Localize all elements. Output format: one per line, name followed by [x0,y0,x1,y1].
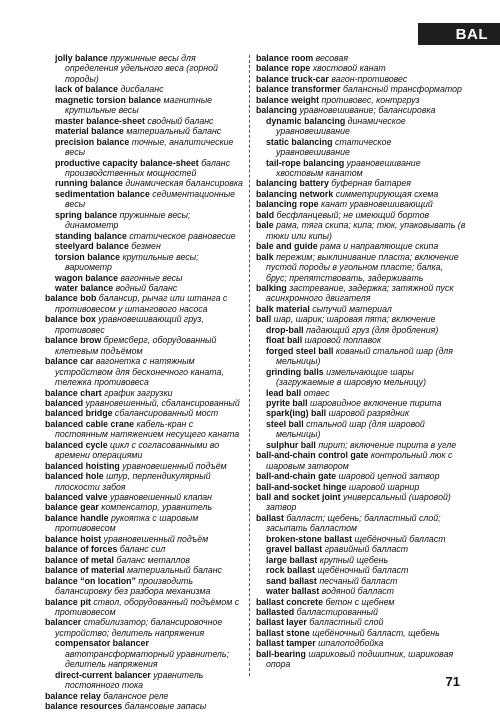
dictionary-entry [256,189,466,199]
dictionary-entry [256,53,466,63]
dictionary-subentry [256,576,466,586]
entry-term: balanced hole [45,471,104,482]
entry-term: bale [256,220,274,231]
entry-translation: динамическое уравновешивание [276,115,406,137]
entry-term: forged steel ball [266,345,334,356]
entry-term: ballast stone [256,627,310,638]
dictionary-entry [45,701,244,711]
entry-term: balancer [45,617,82,628]
entry-term: steelyard balance [55,241,129,252]
dictionary-subentry [256,586,466,596]
entry-translation: кованый стальной шар (для мельницы) [276,345,453,367]
dictionary-subentry [45,638,244,669]
entry-translation: динамическая балансировка [125,178,243,189]
entry-term: balance room [256,53,314,63]
entry-term: jolly balance [55,53,108,63]
entry-translation: материальный баланс [126,126,222,137]
dictionary-subentry [256,325,466,335]
dictionary-subentry [256,565,466,575]
entry-term: balance bob [45,293,97,304]
dictionary-entry [45,335,244,356]
dictionary-entry [45,597,244,618]
dictionary-subentry [45,137,244,158]
entry-term: balance truck-car [256,73,329,84]
section-header-tab [418,23,500,45]
entry-translation: уравновешенный подъём [122,460,227,471]
entry-term: ball [256,314,272,325]
entry-term: spark(ing) ball [266,408,327,419]
entry-term: standing balance [55,230,127,241]
dictionary-entry [256,597,466,607]
entry-term: bald [256,209,275,220]
entry-translation: щебёночный балласт [354,533,446,544]
entry-term: water ballast [266,586,320,597]
entry-term: balanced [45,397,84,408]
entry-term: sedimentation balance [55,188,150,199]
dictionary-subentry [256,440,466,450]
entry-translation: статическое равновесие [129,230,236,241]
entry-term: balance weight [256,94,320,105]
entry-term: balance of forces [45,544,118,555]
dictionary-subentry [256,137,466,158]
dictionary-entry [256,241,466,251]
entry-translation: балластированный [296,607,378,618]
entry-translation: шариковый подшипник, шариковая опора [266,648,454,670]
entry-term: gravel ballast [266,544,323,555]
entry-translation: сбалансированный мост [114,408,219,419]
entry-translation: застревание, задержка; затяжной пуск асинхронного двигателя [266,282,454,304]
dictionary-entry [45,502,244,512]
entry-translation: материальный баланс [127,565,222,576]
entry-translation: цикл с согласованными во времени операциями [55,439,220,461]
dictionary-subentry [45,231,244,241]
dictionary-entry [45,408,244,418]
dictionary-entry [45,398,244,408]
entry-term: torsion balance [55,251,121,262]
entry-term: ball-and-chain gate [256,471,337,482]
entry-term: large ballast [266,554,318,565]
entry-term: ball and socket joint [256,492,341,503]
page-number: 71 [445,674,460,689]
dictionary-entry [45,356,244,387]
left-column [45,53,244,712]
entry-translation: водяной балласт [321,586,394,597]
entry-translation: уравновешенный подъём [103,533,209,544]
dictionary-entry [256,283,466,304]
dictionary-subentry [45,273,244,283]
dictionary-entry [45,440,244,461]
entry-translation: гравийный балласт [324,544,409,555]
dictionary-subentry [256,346,466,367]
entry-translation: симметрирующая схема [335,188,439,199]
entry-term: drop-ball [266,324,304,335]
entry-term: ball-and-socket hinge [256,481,347,492]
entry-translation: контрольный люк с шаровым затвором [266,450,453,471]
entry-translation: статическое уравновешивание [276,136,392,158]
entry-term: balanced bridge [45,408,113,419]
entry-translation: балластный слой [309,617,384,628]
entry-translation: шаровой поплавок [304,335,382,346]
entry-translation: шаровой цепной затвор [338,471,440,482]
entry-translation: универсальный (шаровой) затвор [266,492,451,513]
right-column [256,53,466,670]
entry-term: precision balance [55,136,130,147]
dictionary-subentry [256,398,466,408]
entry-translation: баланс металлов [116,554,190,565]
entry-translation: шаровой шарнир [348,481,420,492]
dictionary-entry [256,638,466,648]
dictionary-entry [45,492,244,502]
entry-translation: пережим; выклинивание пласта; включение пустой породы в угольном пласте; балка, брус; препятствовать, задерживать [266,251,459,283]
entry-term: lack of balance [55,84,119,95]
entry-translation: сводный баланс [147,115,214,126]
dictionary-entry [256,607,466,617]
entry-translation: уравновешивание хвостовым канатом [276,157,421,178]
entry-translation: хвостовой канат [312,63,386,74]
entry-translation: падающий груз (для дробления) [306,324,439,335]
dictionary-subentry [256,335,466,345]
entry-translation: ствол, оборудованный подъёмом с противовесом [55,596,240,618]
dictionary-subentry [45,210,244,231]
entry-term: balanced hoisting [45,460,120,471]
entry-term: balking [256,282,287,293]
entry-term: master balance-sheet [55,115,145,126]
entry-translation: бремсберг, оборудованный клетевым подъёмом [55,335,217,356]
dictionary-subentry [256,116,466,137]
entry-translation: баланс сил [119,544,166,555]
entry-translation: пружинные весы для определения удельного веса (горной породы) [65,53,218,84]
entry-term: ballast tamper [256,638,316,649]
dictionary-subentry [256,158,466,179]
entry-translation: балансный трансформатор [343,84,462,95]
entry-translation: песчаный балласт [319,575,398,586]
dictionary-subentry [45,84,244,94]
dictionary-subentry [45,241,244,251]
dictionary-entry [256,513,466,534]
entry-term: balance brow [45,335,102,346]
entry-translation: канат уравновешивающий [321,199,433,210]
dictionary-subentry [45,252,244,273]
dictionary-entry [256,450,466,471]
dictionary-entry [256,63,466,73]
column-divider [249,55,250,676]
entry-term: balance handle [45,512,109,523]
entry-term: balancing rope [256,199,319,210]
dictionary-entry [45,461,244,471]
dictionary-entry [256,304,466,314]
entry-term: lead ball [266,387,302,398]
entry-translation: шар, шарик; шаровая пята; включение [273,314,436,325]
entry-term: balk material [256,303,310,314]
dictionary-entry [256,314,466,324]
entry-translation: балансное реле [103,690,169,701]
entry-term: grinding balls [266,366,324,377]
dictionary-entry [256,84,466,94]
entry-translation: шпалоподбойка [318,638,384,649]
dictionary-subentry [256,408,466,418]
dictionary-subentry [45,95,244,116]
entry-translation: вагонетка с натяжным устройством для бесконечного каната, тележка противовеса [55,356,224,388]
entry-translation: пирит; включение пирита в угле [318,439,457,450]
dictionary-entry [256,74,466,84]
entry-term: balance transformer [256,84,341,95]
entry-term: material balance [55,126,124,137]
entry-term: productive capacity balance-sheet [55,157,199,168]
dictionary-entry [256,649,466,670]
dictionary-entry [45,576,244,597]
dictionary-subentry [45,283,244,293]
entry-translation: балансир, рычаг или штанга с противовесом у штангового насоса [55,293,228,314]
entry-term: balanced cycle [45,439,108,450]
entry-translation: буферная батарея [331,178,412,189]
entry-translation: уравновешивание; балансировка [299,105,436,116]
entry-term: balance hoist [45,533,102,544]
dictionary-entry [45,544,244,554]
dictionary-entry [45,534,244,544]
entry-term: direct-current balancer [55,669,151,680]
entry-term: sand ballast [266,575,317,586]
entry-term: bale and guide [256,241,318,252]
entry-translation: бесфланцевый; не имеющий бортов [276,209,430,220]
dictionary-entry [45,617,244,638]
entry-term: static balancing [266,136,333,147]
entry-term: ball-bearing [256,648,306,659]
entry-term: balance relay [45,690,101,701]
entry-term: float ball [266,335,303,346]
entry-term: balance car [45,356,94,367]
entry-term: ballast [256,512,284,523]
entry-translation: балласт; щебень; балластный слой; засыпать балластом [266,512,441,534]
dictionary-entry [256,95,466,105]
dictionary-entry [256,492,466,513]
entry-translation: измельчающие шары (загружаемые в шаровую мельницу) [276,366,427,388]
entry-term: balance chart [45,387,102,398]
entry-term: ball-and-chain control gate [256,450,369,461]
entry-translation: производить балансировку без разбора механизма [55,575,211,597]
dictionary-entry [256,482,466,492]
section-header-letters: BAL [455,25,488,43]
entry-translation: компенсатор, уравнитель [101,502,213,513]
entry-term: broken-stone ballast [266,533,353,544]
entry-translation: точные, аналитические весы [65,136,234,158]
entry-term: balance of metal [45,554,114,565]
entry-term: balance pit [45,596,91,607]
entry-translation: щебёночный балласт [317,565,409,576]
dictionary-entry [256,628,466,638]
entry-translation: седиментационные весы [65,188,235,210]
dictionary-entry [256,178,466,188]
entry-term: sulphur ball [266,439,316,450]
dictionary-entry [256,617,466,627]
entry-translation: кабель-кран с постоянным натяжением несущего каната [55,418,240,440]
entry-term: spring balance [55,209,118,220]
dictionary-subentry [45,670,244,691]
dictionary-subentry [256,544,466,554]
entry-term: balance box [45,314,96,325]
entry-translation: бетон с щебнем [325,596,395,607]
entry-translation: балансовые запасы [124,701,207,712]
entry-translation: рама и направляющие скипа [320,241,439,252]
entry-term: ballast layer [256,617,307,628]
dictionary-entry [45,691,244,701]
dictionary-entry [45,293,244,314]
entry-translation: уравновешивающий груз, противовес [55,314,204,335]
dictionary-subentry [256,367,466,388]
entry-term: balance of material [45,565,125,576]
entry-translation: весовая [315,53,349,63]
entry-translation: шаровой разрядник [328,408,410,419]
entry-term: balance resources [45,701,123,712]
entry-translation: дисбаланс [120,84,164,95]
dictionary-entry [45,513,244,534]
dictionary-entry [256,471,466,481]
dictionary-entry [256,252,466,283]
entry-translation: вагонные весы [120,272,183,283]
entry-translation: сыпучий материал [312,303,392,314]
dictionary-entry [256,220,466,241]
entry-term: tail-rope balancing [266,157,345,168]
dictionary-subentry [256,534,466,544]
entry-translation: рукоятка с шаровым противовесом [55,512,199,534]
dictionary-subentry [45,53,244,84]
dictionary-entry [45,314,244,335]
entry-term: balance gear [45,502,99,513]
entry-term: balance “on location” [45,575,136,586]
entry-term: balance rope [256,63,311,74]
dictionary-subentry [45,126,244,136]
dictionary-entry [256,199,466,209]
entry-translation: водный баланс [115,282,178,293]
entry-term: running balance [55,178,123,189]
entry-term: dynamic balancing [266,115,346,126]
entry-translation: стальной шар (для шаровой мельницы) [276,418,425,440]
entry-term: balancing [256,105,298,116]
entry-translation: крупный щебень [319,554,389,565]
entry-translation: автотрансформаторный уравнитель; делитель напряжения [65,648,229,670]
entry-term: water balance [55,282,114,293]
entry-term: balanced cable crane [45,418,134,429]
entry-term: ballasted [256,607,295,618]
entry-term: pyrite ball [266,397,308,408]
entry-translation: стабилизатор; балансировочное устройство; делитель напряжения [55,617,223,638]
entry-translation: уравновешенный, сбалансированный [85,397,240,408]
entry-term: balk [256,251,274,262]
dictionary-subentry [45,189,244,210]
dictionary-subentry [45,178,244,188]
entry-translation: щебёночный балласт, щебень [312,627,440,638]
entry-term: balancing battery [256,178,329,189]
entry-translation: крутильные весы; вариометр [65,251,199,273]
entry-term: wagon balance [55,272,119,283]
dictionary-subentry [45,116,244,126]
entry-translation: рама, тяга скипа; кипа; тюк, упаковывать (в тюки или кипы) [266,220,466,241]
dictionary-entry [45,419,244,440]
entry-translation: вагон-противовес [331,73,408,84]
entry-translation: безмен [131,241,161,252]
entry-translation: отвес [303,387,330,398]
entry-translation: шаровидное включение пирита [310,397,442,408]
entry-term: steel ball [266,418,304,429]
dictionary-entry [256,105,466,115]
dictionary-entry [45,388,244,398]
dictionary-subentry [256,388,466,398]
dictionary-subentry [45,158,244,179]
entry-translation: пружинные весы; динамометр [65,209,191,231]
entry-term: rock ballast [266,565,315,576]
dictionary-entry [45,555,244,565]
entry-translation: магнитные крутильные весы [65,94,213,116]
entry-term: magnetic torsion balance [55,94,162,105]
entry-translation: уравнитель постоянного тока [65,669,204,691]
dictionary-subentry [256,419,466,440]
entry-term: ballast concrete [256,596,323,607]
dictionary-subentry [256,555,466,565]
entry-term: balanced valve [45,492,108,503]
entry-term: compensator balancer [55,638,149,649]
entry-translation: шпур, перпендикулярный плоскости забоя [55,471,211,492]
dictionary-entry [45,471,244,492]
entry-translation: уравновешенный клапан [110,492,213,503]
dictionary-entry [256,210,466,220]
dictionary-entry [45,565,244,575]
entry-translation: график загрузки [104,387,173,398]
entry-term: balancing network [256,188,334,199]
entry-translation: противовес, контргруз [321,94,420,105]
entry-translation: баланс производственных мощностей [65,157,231,178]
